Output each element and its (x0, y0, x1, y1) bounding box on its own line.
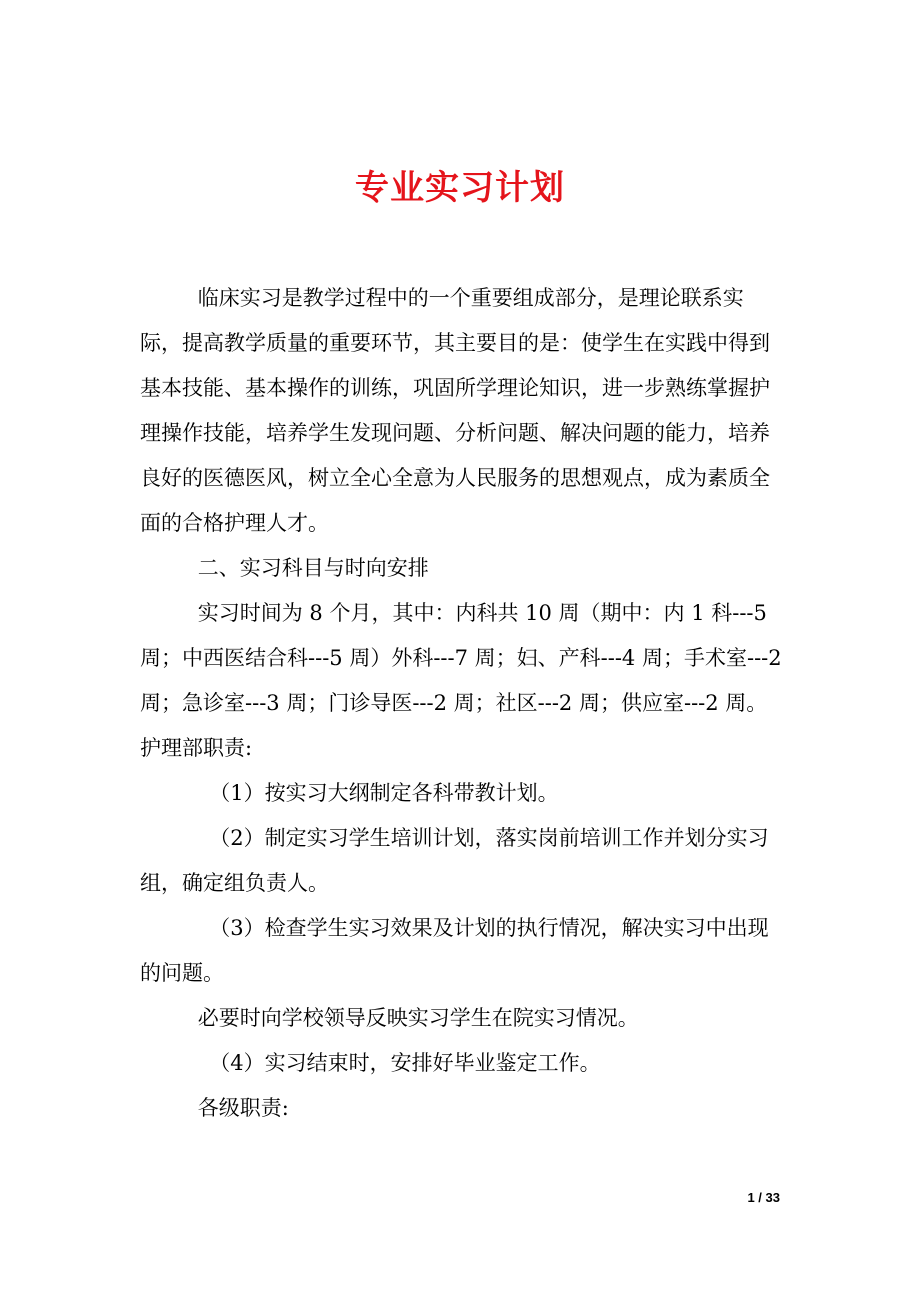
duty-item-2: （2）制定实习学生培训计划，落实岗前培训工作并划分实习组，确定组负责人。 (140, 826, 769, 895)
intro-paragraph: 临床实习是教学过程中的一个重要组成部分，是理论联系实际，提高教学质量的重要环节，其主要目的是：使学生在实践中得到基本技能、基本操作的训练，巩固所学理论知识，进一步熟练掌握护理操作技能，培养学生发现问题、分析问题、解决问题的能力，培养良好的医德医风，树立全心全意为人民服务的思想观点，成为素质全面的合格护理人才。 (140, 286, 770, 535)
page-number: 1 / 33 (747, 1190, 780, 1205)
schedule-paragraph: 实习时间为 8 个月，其中：内科共 10 周（期中：内 1 科---5 周；中西医结合科---5 周）外科---7 周；妇、产科---4 周；手术室---2 周；急诊室---3 周；门诊导医---2 周；社区---2 周；供应室---2 周。护理部职责: (140, 601, 782, 760)
document-title: 专业实习计划 (355, 167, 565, 208)
section-heading-schedule: 二、实习科目与时向安排 (197, 556, 429, 580)
responsibilities-heading: 各级职责: (197, 1096, 289, 1120)
duty-item-1: （1）按实习大纲制定各科带教计划。 (209, 781, 559, 805)
document-body (140, 276, 782, 1131)
duty-item-4: （4）实习结束时，安排好毕业鉴定工作。 (209, 1051, 601, 1075)
duty-item-3: （3）检查学生实习效果及计划的执行情况，解决实习中出现的问题。 (140, 916, 769, 985)
report-paragraph: 必要时向学校领导反映实习学生在院实习情况。 (197, 1006, 639, 1030)
